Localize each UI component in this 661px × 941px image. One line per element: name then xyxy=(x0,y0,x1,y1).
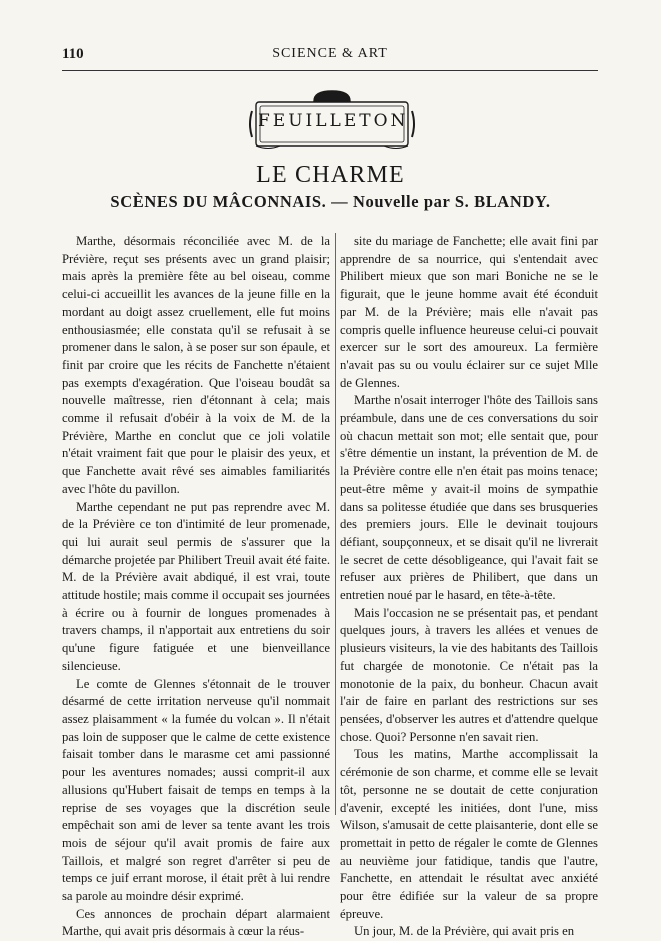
column-divider xyxy=(335,233,336,815)
left-column xyxy=(62,233,330,941)
article-subtitle: SCÈNES DU MÂCONNAIS. — Nouvelle par S. BLANDY. xyxy=(110,192,551,211)
paragraph: Le comte de Glennes s'étonnait de le trouver désarmé de cette irritation nerveuse qu'il nommait assez plaisamment « la fumée du volcan ». Il n'était pas loin de supposer que le calme de cette existence faisait tomber dans le marasme cet ami passionné pour les aventures nomades; aussi comprit-il aux allusions qu'Hubert faisait de temps en temps à la reprise de ses voyages que la discrétion seule empêchait son ami de lever sa tente avant les trois mois de séjour qu'il avait promis de faire aux Taillois, et malgré son regret d'arrêter si peu de temps ce juif errant morose, il était prêt à lui rendre sa parole au moindre désir exprimé. xyxy=(62,676,330,904)
paragraph: Marthe cependant ne put pas reprendre avec M. de la Prévière ce ton d'intimité de leur promenade, qui lui aurait seul permis de s'assurer que la démarche projetée par Philibert Treuil avait été faite. M. de la Prévière avait abdiqué, il est vrai, toute attitude hostile; mais comme il occupait ses journées à écrire ou à fournir de longues promenades à travers champs, il n'apportait aux entretiens du soir qu'une figure fatiguée et une bienveillance silencieuse. xyxy=(62,499,330,673)
paragraph: Marthe, désormais réconciliée avec M. de la Prévière, reçut ses présents avec un grand plaisir; mais après la première fête au bel oiseau, comme celui-ci accueillit les avances de la jeune fille en la mordant au doigt assez cruellement, elle fut moins enthousiasmée; elle constata qu'il se refusait à se promener dans le salon, à se poser sur son épaule, et finit par croire que les récits de Fanchette n'étaient pas exempts d'exagération. Que l'oiseau boudât sa nouvelle maîtresse, rien d'étonnant à cela; mais comme il refusait d'obéir à la voix de M. de la Prévière, Marthe en conclut que ce joli volatile n'était vraiment fait que pour le plaisir des yeux, et que Fanchette avait rêvé ses aimables familiarités avec l'hôte du pavillon. xyxy=(62,234,330,496)
running-header xyxy=(62,46,598,66)
article-title: LE CHARME xyxy=(256,162,405,188)
header-rule xyxy=(62,70,598,71)
journal-title: SCIENCE & ART xyxy=(272,46,388,61)
right-column xyxy=(340,233,598,941)
paragraph: Marthe n'osait interroger l'hôte des Taillois sans préambule, dans une de ces conversations du soir où chacun mettait son mot; elle sentait que, pour s'être démentie un instant, la prévention de M. de la Prévière contre elle n'en était pas moins tenace; peut-être même y avait-il moins de sympathie dans sa politesse étudiée que dans ses brusqueries des premiers jours. Elle le devinait toujours défiant, soupçonneux, et se disait qu'il ne livrerait le secret de cette désobligeance, qui l'avait fait se refuser aux prières de Philibert, que dans un entretien noué par le hasard, en tête-à-tête. xyxy=(340,393,598,603)
paragraph: site du mariage de Fanchette; elle avait fini par apprendre de sa nourrice, qui s'entendait avec Philibert mieux que son mari Boniche ne se le figurait, que le jeune homme avait été éconduit par M. de la Prévière; mais elle n'avait pas compris quelle influence heureuse celui-ci pouvait exercer sur le sort des amoureux. La fermière n'avait pas su ou voulu éclairer sur ce sujet Mlle de Glennes. xyxy=(340,234,598,390)
page-number: 110 xyxy=(62,46,84,62)
paragraph: Tous les matins, Marthe accomplissait la cérémonie de son charme, et comme elle se levait tôt, personne ne se doutait de cette conjuration d'avenir, excepté les initiées, dont l'une, miss Wilson, s'amusait de cette plaisanterie, dont elle se promettait in petto de régaler le comte de Glennes au neuvième jour fatidique, tandis que l'autre, Fanchette, en attendait le résultat avec anxiété pour être édifiée sur la valeur de sa propre épreuve. xyxy=(340,747,598,921)
paragraph: Mais l'occasion ne se présentait pas, et pendant quelques jours, à travers les allées et venues de plusieurs visiteurs, la vie des habitants des Taillois fut chargée de monotonie. Ce n'était pas la monotonie de la paix, du bonheur. Chacun avait l'air de faire en parlant des restrictions sur ses pensées, d'observer les autres et d'attendre quelque chose. Quoi? Personne n'en savait rien. xyxy=(340,605,598,744)
feuilleton-label: FEUILLETON xyxy=(258,111,409,131)
paragraph: Un jour, M. de la Prévière, qui avait pris en xyxy=(354,924,575,939)
paragraph: Ces annonces de prochain départ alarmaient Marthe, qui avait pris désormais à cœur la réus- xyxy=(62,906,330,939)
